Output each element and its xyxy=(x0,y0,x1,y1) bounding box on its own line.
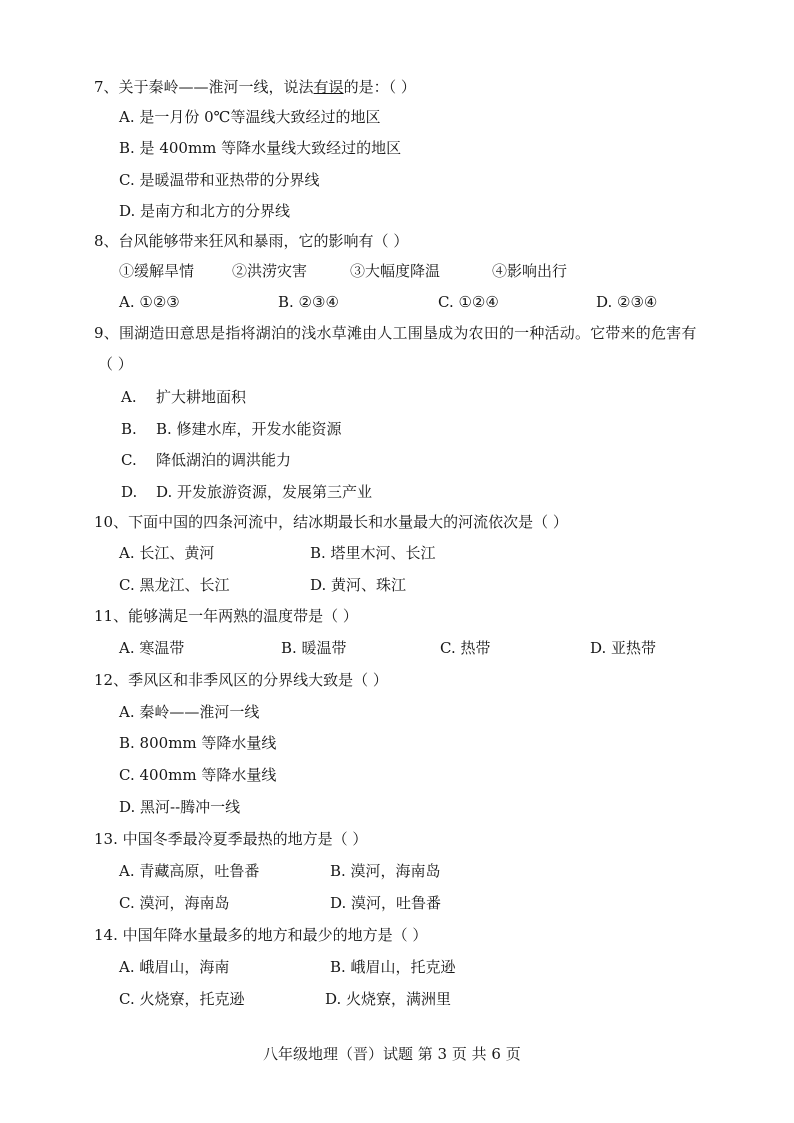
q7-stem-part2: 的是：（ ） xyxy=(343,78,416,96)
q11-option-d: D. 亚热带 xyxy=(590,639,657,657)
q12-option-d: D. 黑河--腾冲一线 xyxy=(119,798,241,816)
q10-option-a: A. 长江、黄河 xyxy=(119,544,215,562)
q14-option-d: D. 火烧寮，满洲里 xyxy=(325,990,452,1008)
q8-item-2: ②洪涝灾害 xyxy=(232,262,308,280)
q12-option-c: C. 400mm 等降水量线 xyxy=(119,766,277,784)
q9-option-b: B. 修建水库，开发水能资源 xyxy=(156,420,342,438)
q8-item-1: ①缓解旱情 xyxy=(119,262,195,280)
q9-option-d: D. 开发旅游资源，发展第三产业 xyxy=(156,483,373,501)
q14-option-b: B. 峨眉山，托克逊 xyxy=(330,958,456,976)
q9-option-b-label: B. xyxy=(121,420,137,438)
q11-stem: 11、能够满足一年两熟的温度带是（ ） xyxy=(94,607,358,625)
q13-stem: 13. 中国冬季最冷夏季最热的地方是（ ） xyxy=(94,830,368,848)
q7-option-b: B. 是 400mm 等降水量线大致经过的地区 xyxy=(119,139,402,157)
q9-stem-line2: （ ） xyxy=(98,355,133,373)
q7-option-c: C. 是暖温带和亚热带的分界线 xyxy=(119,171,320,189)
q7-stem-part1: 7、关于秦岭——淮河一线，说法 xyxy=(94,78,314,96)
q7-stem-underlined: 有误 xyxy=(313,78,344,96)
q8-option-c: C. ①②④ xyxy=(438,293,499,311)
q12-option-b: B. 800mm 等降水量线 xyxy=(119,734,277,752)
q7-option-d: D. 是南方和北方的分界线 xyxy=(119,202,291,220)
q7-option-a: A. 是一月份 0℃等温线大致经过的地区 xyxy=(119,108,381,126)
q14-option-a: A. 峨眉山，海南 xyxy=(119,958,230,976)
q10-option-c: C. 黑龙江、长江 xyxy=(119,576,230,594)
q11-option-a: A. 寒温带 xyxy=(119,639,185,657)
q13-option-d: D. 漠河，吐鲁番 xyxy=(330,894,442,912)
q9-option-d-label: D. xyxy=(121,483,138,501)
q13-option-a: A. 青藏高原，吐鲁番 xyxy=(119,862,260,880)
q13-option-b: B. 漠河，海南岛 xyxy=(330,862,441,880)
q9-option-c: 降低湖泊的调洪能力 xyxy=(156,451,292,469)
q10-stem: 10、下面中国的四条河流中，结冰期最长和水量最大的河流依次是（ ） xyxy=(94,513,568,531)
q10-option-d: D. 黄河、珠江 xyxy=(310,576,407,594)
q14-option-c: C. 火烧寮，托克逊 xyxy=(119,990,245,1008)
q11-option-b: B. 暖温带 xyxy=(281,639,347,657)
page-footer: 八年级地理（晋）试题 第 3 页 共 6 页 xyxy=(263,1045,521,1063)
q12-option-a: A. 秦岭——淮河一线 xyxy=(119,703,260,721)
q8-stem: 8、台风能够带来狂风和暴雨，它的影响有（ ） xyxy=(94,232,409,250)
q8-option-a: A. ①②③ xyxy=(119,293,180,311)
q12-stem: 12、季风区和非季风区的分界线大致是（ ） xyxy=(94,671,388,689)
q8-option-d: D. ②③④ xyxy=(596,293,658,311)
q10-option-b: B. 塔里木河、长江 xyxy=(310,544,436,562)
q14-stem: 14. 中国年降水量最多的地方和最少的地方是（ ） xyxy=(94,926,428,944)
q9-option-a: 扩大耕地面积 xyxy=(156,388,247,406)
q11-option-c: C. 热带 xyxy=(440,639,491,657)
q9-stem-line1: 9、围湖造田意思是指将湖泊的浅水草滩由人工围垦成为农田的一种活动。它带来的危害有 xyxy=(94,324,697,342)
q9-option-a-label: A. xyxy=(121,388,137,406)
q8-item-3: ③大幅度降温 xyxy=(350,262,441,280)
q8-option-b: B. ②③④ xyxy=(278,293,339,311)
q9-option-c-label: C. xyxy=(121,451,137,469)
q7-stem xyxy=(94,77,416,97)
q13-option-c: C. 漠河，海南岛 xyxy=(119,894,230,912)
q8-item-4: ④影响出行 xyxy=(492,262,568,280)
